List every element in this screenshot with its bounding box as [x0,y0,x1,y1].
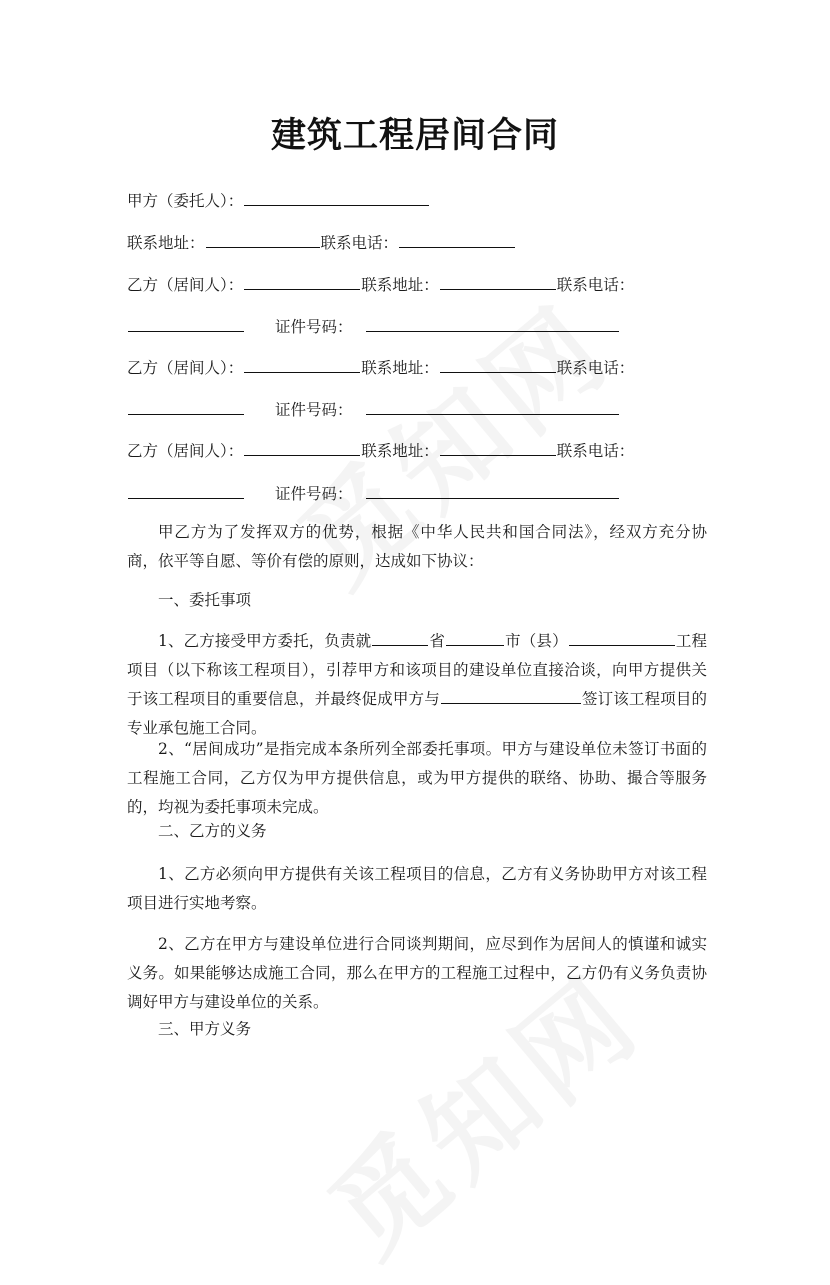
party-b-label: 乙方（居间人）： [127,442,244,460]
section-2-heading: 二、乙方的义务 [158,822,267,840]
party-b-row [127,354,634,380]
party-b-name-blank[interactable] [244,437,360,456]
preamble-text: 甲乙方为了发挥双方的优势，根据《中华人民共和国合同法》，经双方充分协商，依平等自愿、等价有偿的原则，达成如下协议： [127,523,707,570]
clause-1-1-part1: 1、乙方接受甲方委托，负责就 [158,632,372,650]
clause-2-2-text: 2、乙方在甲方与建设单位进行合同谈判期间，应尽到作为居间人的慎谨和诚实义务。如果能够达成施工合同，那么在甲方的工程施工过程中，乙方仍有义务负责协调好甲方与建设单位的关系。 [127,935,707,1011]
address-blank[interactable] [440,271,556,290]
party-a-name-blank[interactable] [244,187,429,206]
id-blank[interactable] [366,396,619,415]
address-label: 联系地址： [127,234,205,252]
party-b-row [127,437,634,463]
party-b-id-row [127,313,620,339]
clause-2-2 [127,930,707,1017]
project-name-blank[interactable] [569,627,675,646]
clause-1-1-part4: 工程项目（以下称该工程项目），引荐甲方和该项目的建设单位直接洽谈，向甲方提供关于该工程项目的重要信息，并最终促成甲方与 [127,632,707,708]
party-a-label: 甲方（委托人）： [127,192,244,210]
phone-blank[interactable] [399,229,515,248]
party-a-row [127,187,430,213]
id-label: 证件号码： [275,401,353,419]
party-b-name-blank[interactable] [244,271,360,290]
clause-1-1 [127,627,707,743]
section-1-heading: 一、委托事项 [158,591,252,609]
address-label: 联系地址： [361,276,439,294]
document-title: 建筑工程居间合同 [270,116,559,156]
id-label: 证件号码： [275,318,353,336]
party-b-row [127,271,634,297]
phone-label: 联系电话： [556,276,635,294]
clause-1-2 [127,735,707,822]
province-blank[interactable] [372,627,428,646]
section-3-heading: 三、甲方义务 [158,1020,252,1038]
id-label: 证件号码： [275,485,353,503]
id-blank[interactable] [366,313,619,332]
party-b-label: 乙方（居间人）： [127,359,244,377]
company-blank[interactable] [441,685,581,704]
city-blank[interactable] [446,627,504,646]
phone-label: 联系电话： [556,359,635,377]
phone-label: 联系电话： [556,442,635,460]
party-b-id-row [127,480,620,506]
address-label: 联系地址： [361,359,439,377]
party-a-contact-row [127,229,516,255]
phone-blank[interactable] [128,480,244,499]
preamble-paragraph [127,518,707,576]
address-label: 联系地址： [361,442,439,460]
address-blank[interactable] [206,229,320,248]
party-b-id-row [127,396,620,422]
phone-blank[interactable] [128,313,244,332]
address-blank[interactable] [440,437,556,456]
clause-1-1-part5: 签订该工程项目的专业承包施工合同。 [127,690,707,737]
clause-2-1 [127,860,707,918]
phone-blank[interactable] [128,396,244,415]
phone-label: 联系电话： [320,234,399,252]
party-b-label: 乙方（居间人）： [127,276,244,294]
clause-2-1-text: 1、乙方必须向甲方提供有关该工程项目的信息，乙方有义务协助甲方对该工程项目进行实地考察。 [127,865,707,912]
clause-1-2-text: 2、“居间成功”是指完成本条所列全部委托事项。甲方与建设单位未签订书面的工程施工合同，乙方仅为甲方提供信息，或为甲方提供的联络、协助、撮合等服务的，均视为委托事项未完成。 [127,740,707,816]
clause-1-1-part2: 省 [429,632,446,650]
id-blank[interactable] [366,480,619,499]
clause-1-1-part3: 市（县） [505,632,568,650]
party-b-name-blank[interactable] [244,354,360,373]
address-blank[interactable] [440,354,556,373]
